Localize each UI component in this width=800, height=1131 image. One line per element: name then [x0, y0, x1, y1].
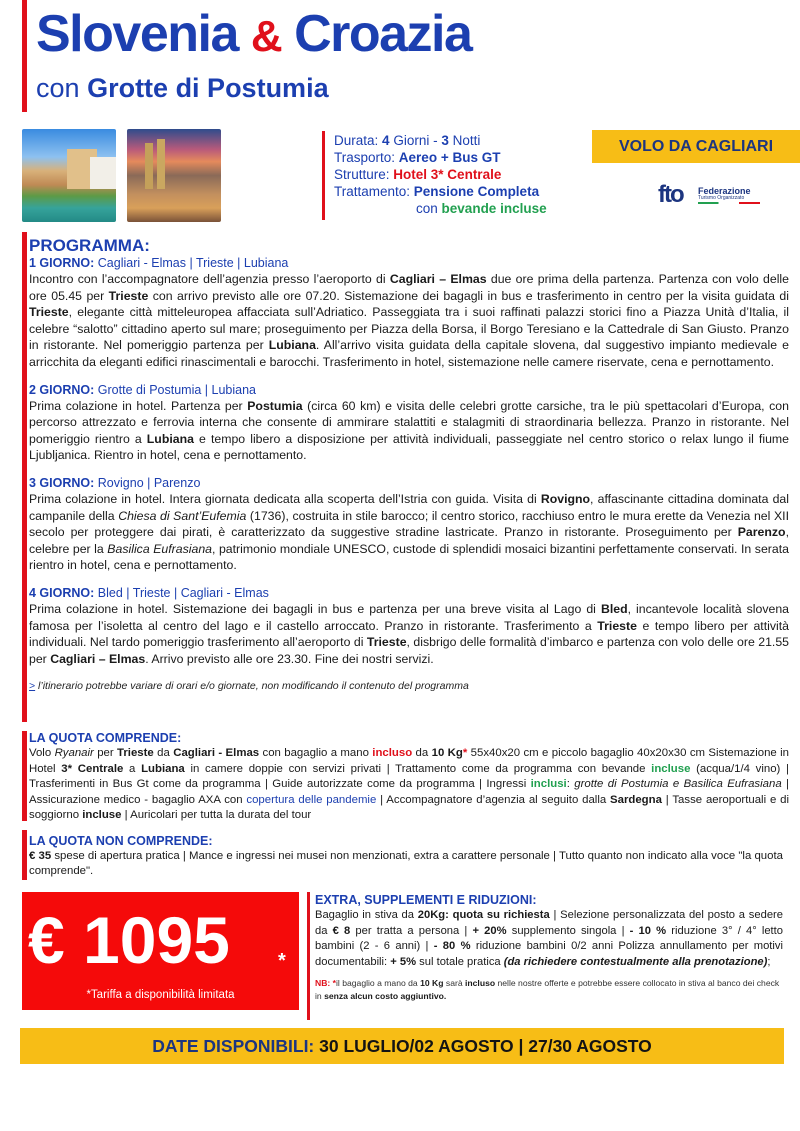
text-run: Ryanair — [54, 747, 94, 759]
durata-nights-num: 3 — [441, 133, 449, 148]
day-2 — [29, 383, 789, 464]
dates-label: DATE DISPONIBILI: — [152, 1036, 315, 1056]
fto-federazione: Federazione — [698, 186, 751, 196]
day-title — [29, 586, 789, 601]
title-slovenia: Slovenia — [36, 5, 238, 63]
text-run: e tempo libero a disposizione per attività individuali, passeggiate nel centro storico o relax lungo il fiume Ljubljanica. Rientro in hotel, cena e pernottamento. — [29, 431, 789, 463]
text-run: - 80 % — [433, 940, 471, 952]
city-river-image — [22, 129, 116, 222]
text-run: : — [566, 778, 575, 791]
text-run: ; — [767, 955, 771, 968]
text-run: Trieste — [117, 747, 154, 759]
info-red-bar — [322, 131, 325, 220]
text-run: Lubiana — [268, 338, 316, 353]
text-run: da — [412, 747, 432, 759]
fto-logo — [658, 182, 768, 208]
programma-title: PROGRAMMA: — [29, 236, 150, 255]
day-description — [29, 601, 789, 667]
day-4 — [29, 586, 789, 667]
day-title — [29, 383, 789, 398]
text-run: , elegante città mitteleuropea affacciata sull’Adriatico. Passeggiata tra i suoi raffinati palazzi storici fino a Piazza Unità d’Italia, il celebre “salotto” cittadino aperto sul mare; proseguimento per Piazza della Borsa, il Borgo Teresiano e la Cattedrale di San Giusto. Pranzo in ristorante. Nel pomeriggio partenza per — [29, 305, 789, 353]
text-run: Cagliari – Elmas — [50, 651, 146, 666]
text-run: Trieste — [366, 635, 407, 650]
title-ampersand: & — [250, 12, 282, 61]
text-run: Cagliari - Elmas — [173, 747, 260, 759]
text-run: Trieste — [597, 618, 637, 633]
text-run: € 35 — [29, 850, 52, 862]
note-symbol: > — [29, 680, 36, 693]
text-run: 10 Kg — [420, 978, 444, 988]
day-route: Rovigno | Parenzo — [97, 475, 201, 490]
text-run: Lubiana — [146, 431, 194, 446]
day-title — [29, 256, 789, 271]
text-run: * — [462, 747, 468, 759]
durata-nights: Notti — [452, 133, 481, 148]
text-run: incluso — [372, 747, 413, 759]
price-star: * — [278, 950, 286, 972]
text-run: . Arrivo previsto alle ore 23.30. Fine dei nostri servizi. — [145, 651, 434, 666]
extra-title: EXTRA, SUPPLEMENTI E RIDUZIONI: — [315, 893, 537, 907]
text-run: + 5% — [390, 955, 417, 968]
extra-red-bar — [307, 892, 310, 1020]
text-run: | Auricolari per tutta la durata del tour — [121, 809, 312, 822]
day-description — [29, 271, 789, 371]
text-run: Prima colazione in hotel. Intera giornata dedicata alla scoperta dell’Istria con guida. Visita di — [29, 491, 541, 506]
text-run: supplemento singola | — [506, 924, 630, 937]
itinerary-note — [29, 679, 789, 693]
text-run: | Selezione personalizzata del posto a sedere da — [315, 909, 783, 937]
dates-banner — [20, 1028, 784, 1064]
price-box — [22, 892, 299, 1010]
text-run: | Accompagnatore d’agenzia al seguito dalla — [376, 793, 611, 806]
text-run: Trieste — [29, 305, 69, 320]
text-run: , patrimonio mondiale UNESCO, custode di splendidi mosaici bizantini perfettamente conservati. In serata rientro in hotel, cena e pernottamento. — [29, 541, 789, 573]
day-label: 2 GIORNO: — [29, 382, 95, 397]
text-run: (da richiedere contestualmente alla prenotazione) — [503, 955, 768, 968]
trasporto-label: Trasporto: — [334, 150, 396, 165]
text-run: Bled — [600, 601, 628, 616]
page-subtitle — [36, 72, 329, 104]
fto-turismo: Turismo Organizzato — [698, 195, 745, 201]
comprende-section — [29, 731, 789, 824]
strutture-row — [334, 166, 547, 183]
dates-value: 30 LUGLIO/02 AGOSTO | 27/30 AGOSTO — [314, 1036, 652, 1056]
text-run: per — [93, 747, 118, 759]
price-amount: € 1095 — [28, 903, 230, 977]
text-run: sarà — [443, 978, 466, 988]
text-run: | Tasse aeroportuali e di soggiorno — [29, 793, 789, 822]
text-run: * — [330, 978, 337, 988]
text-run: in camere doppie con servizi privati | Trattamento come da programma con bevande — [184, 762, 652, 775]
comprende-text — [29, 746, 789, 824]
text-run: Incontro con l’accompagnatore dell’agenzia presso l’aeroporto di — [29, 272, 390, 286]
day-route: Cagliari - Elmas | Trieste | Lubiana — [97, 256, 289, 270]
text-run: Volo — [29, 747, 55, 759]
text-run: Chiesa di Sant’Eufemia — [118, 508, 247, 523]
durata-days: Giorni - — [393, 133, 438, 148]
text-run: , disbrigo delle formalità d’imbarco e partenza con volo delle ore 21.55 per — [29, 635, 790, 666]
extra-nb — [315, 977, 783, 1003]
text-run: 55x40x20 cm e piccolo bagaglio 40x20x30 cm Sistemazione in Hotel — [29, 747, 790, 775]
durata-days-num: 4 — [382, 133, 390, 148]
text-run: Prima colazione in hotel. Sistemazione dei bagagli in bus e partenza per una breve visita al Lago di — [29, 601, 601, 616]
text-run: il bagaglio a mano da — [336, 978, 421, 988]
text-run: + 20% — [472, 924, 507, 937]
text-run: Prima colazione in hotel. Partenza per — [29, 398, 248, 413]
text-run: Lubiana — [141, 762, 185, 775]
trattamento-label: Trattamento: — [334, 184, 411, 199]
comprende-title: LA QUOTA COMPRENDE: — [29, 731, 182, 745]
day-title — [29, 476, 789, 491]
text-run: Basilica Eufrasiana — [107, 541, 212, 556]
text-run: con arrivo previsto alle ore 07.20. Sistemazione dei bagagli in bus e trasferimento in centro per la visita guidata di — [148, 288, 789, 303]
trasporto-value: Aereo + Bus GT — [398, 150, 501, 165]
text-run: per tratta a persona | — [350, 924, 473, 937]
text-run: | Assicurazione medico - bagaglio AXA con — [29, 778, 789, 806]
day-label: 3 GIORNO: — [29, 475, 95, 490]
text-run: Rovigno — [540, 491, 591, 506]
trasporto-row — [334, 149, 547, 166]
non-comprende-section — [29, 834, 789, 879]
text-run: 20Kg: quota su richiesta — [417, 909, 550, 921]
text-run: 10 Kg — [431, 747, 463, 759]
trattamento-value: Pensione Completa — [413, 184, 540, 199]
day-route: Bled | Trieste | Cagliari - Elmas — [97, 585, 269, 600]
extra-text — [315, 908, 783, 970]
note-text: l’itinerario potrebbe variare di orari e/o giornate, non modificando il contenuto del programma — [35, 680, 469, 693]
italian-flag-stripe — [698, 202, 760, 204]
text-run: sul totale pratica — [416, 955, 504, 968]
text-run: spese di apertura pratica | Mance e ingressi nei musei non menzionati, extra a carattere personale | Tutto quanto non indicato alla voce "la quota comprende". — [29, 850, 783, 877]
text-run: (circa 60 km) e visita delle celebri grotte carsiche, tra le più spettacolari d’Europa, con percorso attrezzato e ferrovia interna che consente di ammirare stalattiti e stalagmiti di straordinaria bellezza. Pranzo in ristorante. Nel pomeriggio rientro a — [29, 398, 789, 446]
page-title — [36, 6, 471, 65]
text-run: incluse — [651, 762, 691, 775]
day-description — [29, 398, 789, 464]
strutture-value: Hotel 3* Centrale — [393, 167, 502, 182]
tower-shape — [145, 143, 153, 189]
bevande-row — [334, 200, 547, 217]
text-run: (acqua/1/4 vino) | Trasferimenti in Bus Gt come da programma | Guide autorizzate come da programma | Ingressi — [29, 762, 789, 791]
text-run: incluse — [82, 809, 122, 822]
durata-label: Durata: — [334, 133, 379, 148]
text-run: NB: — [315, 978, 331, 988]
text-run: , celebre per la — [29, 525, 789, 556]
fto-mark: fto — [658, 181, 683, 208]
program-red-bar — [22, 232, 27, 722]
text-run: incluso — [465, 978, 496, 988]
durata-row — [334, 132, 547, 149]
text-run: Cagliari – Elmas — [389, 272, 487, 286]
text-run: Bagaglio in stiva da — [315, 909, 418, 921]
day-3 — [29, 476, 789, 574]
header-red-bar — [22, 0, 27, 112]
text-run: Parenzo — [737, 525, 786, 540]
text-run: inclusi — [530, 778, 567, 791]
bevande-prefix: con — [416, 201, 438, 216]
text-run: grotte di Postumia e Basilica Eufrasiana — [574, 778, 782, 791]
bevande-value: bevande incluse — [441, 201, 547, 216]
programma-section — [29, 236, 789, 693]
subtitle-prefix: con — [36, 73, 80, 103]
text-run: , affascinante cittadina dominata dal campanile della — [29, 491, 789, 523]
text-run: Trieste — [108, 288, 149, 303]
text-run: Postumia — [247, 398, 303, 413]
text-run: da — [153, 747, 174, 759]
text-run: - 10 % — [629, 924, 667, 937]
text-run: e tempo libero per attività individuali. Nel tardo pomeriggio trasferimento all’aeroporto di — [29, 618, 789, 650]
text-run: a — [123, 762, 142, 775]
text-run: (1736), costruita in stile barocco; il centro storico, racchiuso entro le mura erette da Venezia nel XII secolo per proteggere dai pirati, è caratterizzato da suggestive stradine lastricate. Pranzo in ristorante. Proseguimento per — [29, 508, 789, 540]
non-comprende-text — [29, 849, 789, 879]
non-comprende-title: LA QUOTA NON COMPRENDE: — [29, 834, 213, 848]
day-route: Grotte di Postumia | Lubiana — [97, 382, 256, 397]
building-shape — [90, 157, 116, 189]
text-run: Sardegna — [610, 793, 662, 806]
text-run: . All’arrivo visita guidata della capitale slovena, dal suggestivo impianto medievale e arricchita da eleganti edifici rinascimentali e barocchi. Trasferimento in hotel, sistemazione nelle camere riservate, cena e pernottamento. — [29, 338, 789, 369]
trattamento-row — [334, 183, 547, 200]
text-run: nelle nostre offerte e potrebbe essere collocato in stiva al banco dei check in — [315, 978, 780, 1001]
trip-info — [334, 132, 547, 217]
comprende-red-bar — [22, 731, 27, 821]
text-run: riduzione 3° / 4° letto bambini (2 - 6 anni) | — [315, 924, 783, 952]
text-run: con bagaglio a mano — [259, 747, 373, 759]
text-run: due ore prima della partenza. Partenza con volo delle ore 05.45 per — [29, 272, 790, 303]
text-run: € 8 — [332, 924, 351, 937]
cathedral-sunset-image — [127, 129, 221, 222]
text-run: riduzione bambini 0/2 anni Polizza annullamento per motivi documentabili: — [315, 940, 783, 968]
day-1 — [29, 256, 789, 371]
text-run: , incantevole località slovena famosa per l’isoletta al centro del lago e il castello arroccato. Pranzo in ristorante. Trasferimento a — [29, 601, 789, 633]
tower-shape — [157, 139, 165, 189]
day-label: 4 GIORNO: — [29, 585, 95, 600]
volo-badge: VOLO DA CAGLIARI — [592, 130, 800, 163]
subtitle-bold: Grotte di Postumia — [87, 73, 329, 103]
text-run: senza alcun costo aggiuntivo. — [324, 991, 447, 1001]
day-description — [29, 491, 789, 574]
day-label: 1 GIORNO: — [29, 256, 95, 270]
strutture-label: Strutture: — [334, 167, 390, 182]
text-run: 3* Centrale — [61, 762, 124, 775]
text-run: copertura delle pandemie — [246, 793, 377, 806]
title-croazia: Croazia — [294, 5, 472, 63]
extra-section — [315, 893, 783, 1003]
text-run — [503, 955, 771, 968]
non-comprende-red-bar — [22, 830, 27, 880]
price-disclaimer: *Tariffa a disponibilità limitata — [86, 989, 235, 1001]
